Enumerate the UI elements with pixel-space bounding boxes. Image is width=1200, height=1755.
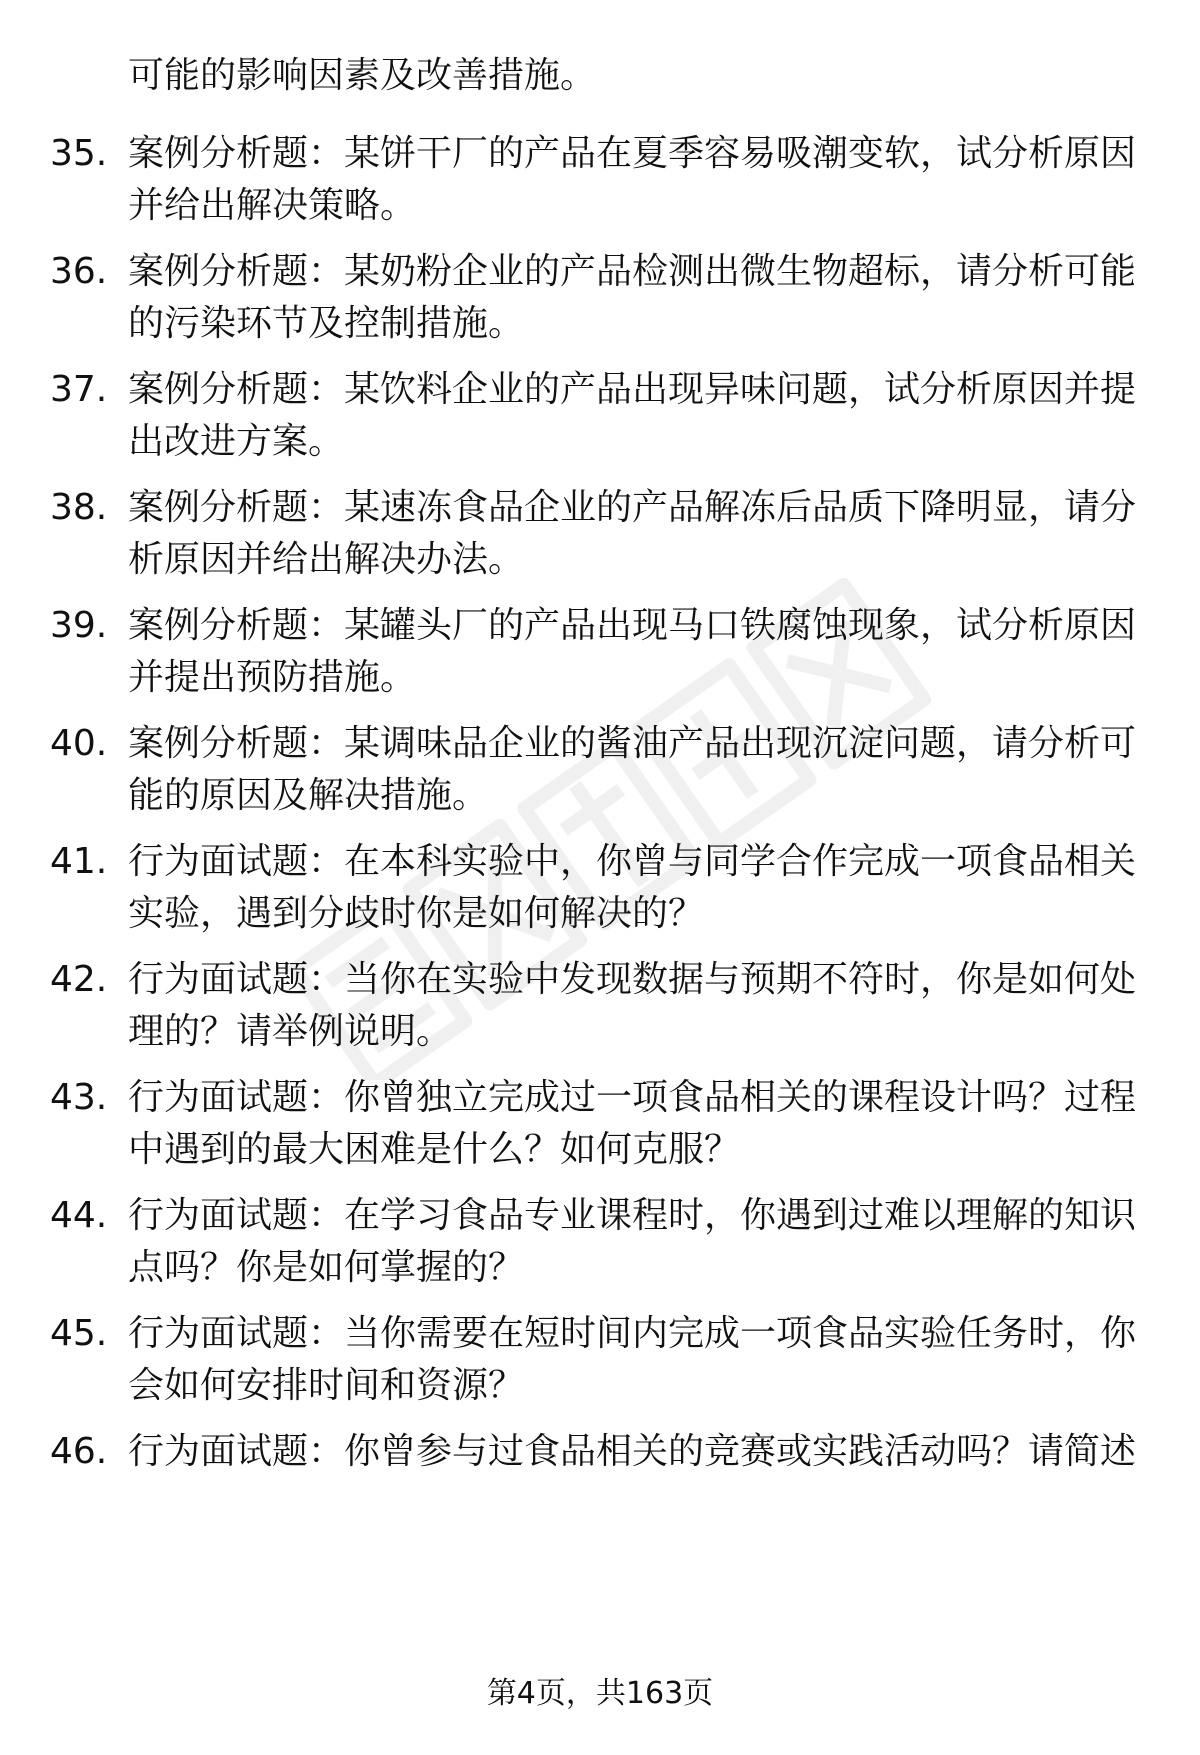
question-number: 44. — [50, 1195, 108, 1236]
question-line: 行为面试题：在本科实验中，你曾与同学合作完成一项食品相关 — [128, 841, 1137, 882]
question-line: 案例分析题：某饼干厂的产品在夏季容易吸潮变软，试分析原因 — [128, 133, 1137, 174]
question-line: 会如何安排时间和资源？ — [128, 1365, 525, 1406]
question-number: 45. — [50, 1313, 108, 1354]
question-number: 37. — [50, 369, 108, 410]
question-line: 能的原因及解决措施。 — [128, 775, 489, 816]
question-line: 行为面试题：当你在实验中发现数据与预期不符时，你是如何处 — [128, 959, 1137, 1000]
question-line: 行为面试题：你曾参与过食品相关的竞赛或实践活动吗？请简述 — [128, 1431, 1137, 1472]
question-line: 并给出解决策略。 — [128, 185, 417, 226]
question-line: 的污染环节及控制措施。 — [128, 303, 525, 344]
question-number: 41. — [50, 841, 108, 882]
question-number: 36. — [50, 251, 108, 292]
question-line: 中遇到的最大困难是什么？如何克服？ — [128, 1129, 741, 1170]
question-number: 39. — [50, 605, 108, 646]
continuation-line: 可能的影响因素及改善措施。 — [128, 55, 597, 96]
question-line: 出改进方案。 — [128, 421, 345, 462]
question-line: 行为面试题：在学习食品专业课程时，你遇到过难以理解的知识 — [128, 1195, 1137, 1236]
question-line: 案例分析题：某调味品企业的酱油产品出现沉淀问题，请分析可 — [128, 723, 1137, 764]
question-line: 行为面试题：你曾独立完成过一项食品相关的课程设计吗？过程 — [128, 1077, 1137, 1118]
page-footer: 第4页，共163页 — [486, 1676, 714, 1711]
question-line: 点吗？你是如何掌握的？ — [128, 1247, 525, 1288]
question-number: 46. — [50, 1431, 108, 1472]
question-line: 行为面试题：当你需要在短时间内完成一项食品实验任务时，你 — [128, 1313, 1137, 1354]
question-line: 案例分析题：某罐头厂的产品出现马口铁腐蚀现象，试分析原因 — [128, 605, 1137, 646]
question-number: 35. — [50, 133, 108, 174]
question-number: 43. — [50, 1077, 108, 1118]
question-line: 实验，遇到分歧时你是如何解决的？ — [128, 893, 705, 934]
question-line: 理的？请举例说明。 — [128, 1011, 453, 1052]
question-number: 42. — [50, 959, 108, 1000]
question-line: 并提出预防措施。 — [128, 657, 417, 698]
question-number: 40. — [50, 723, 108, 764]
question-line: 案例分析题：某速冻食品企业的产品解冻后品质下降明显，请分 — [128, 487, 1137, 528]
question-number: 38. — [50, 487, 108, 528]
question-line: 析原因并给出解决办法。 — [128, 539, 525, 580]
question-line: 案例分析题：某奶粉企业的产品检测出微生物超标，请分析可能 — [128, 251, 1137, 292]
question-line: 案例分析题：某饮料企业的产品出现异味问题，试分析原因并提 — [128, 369, 1137, 410]
